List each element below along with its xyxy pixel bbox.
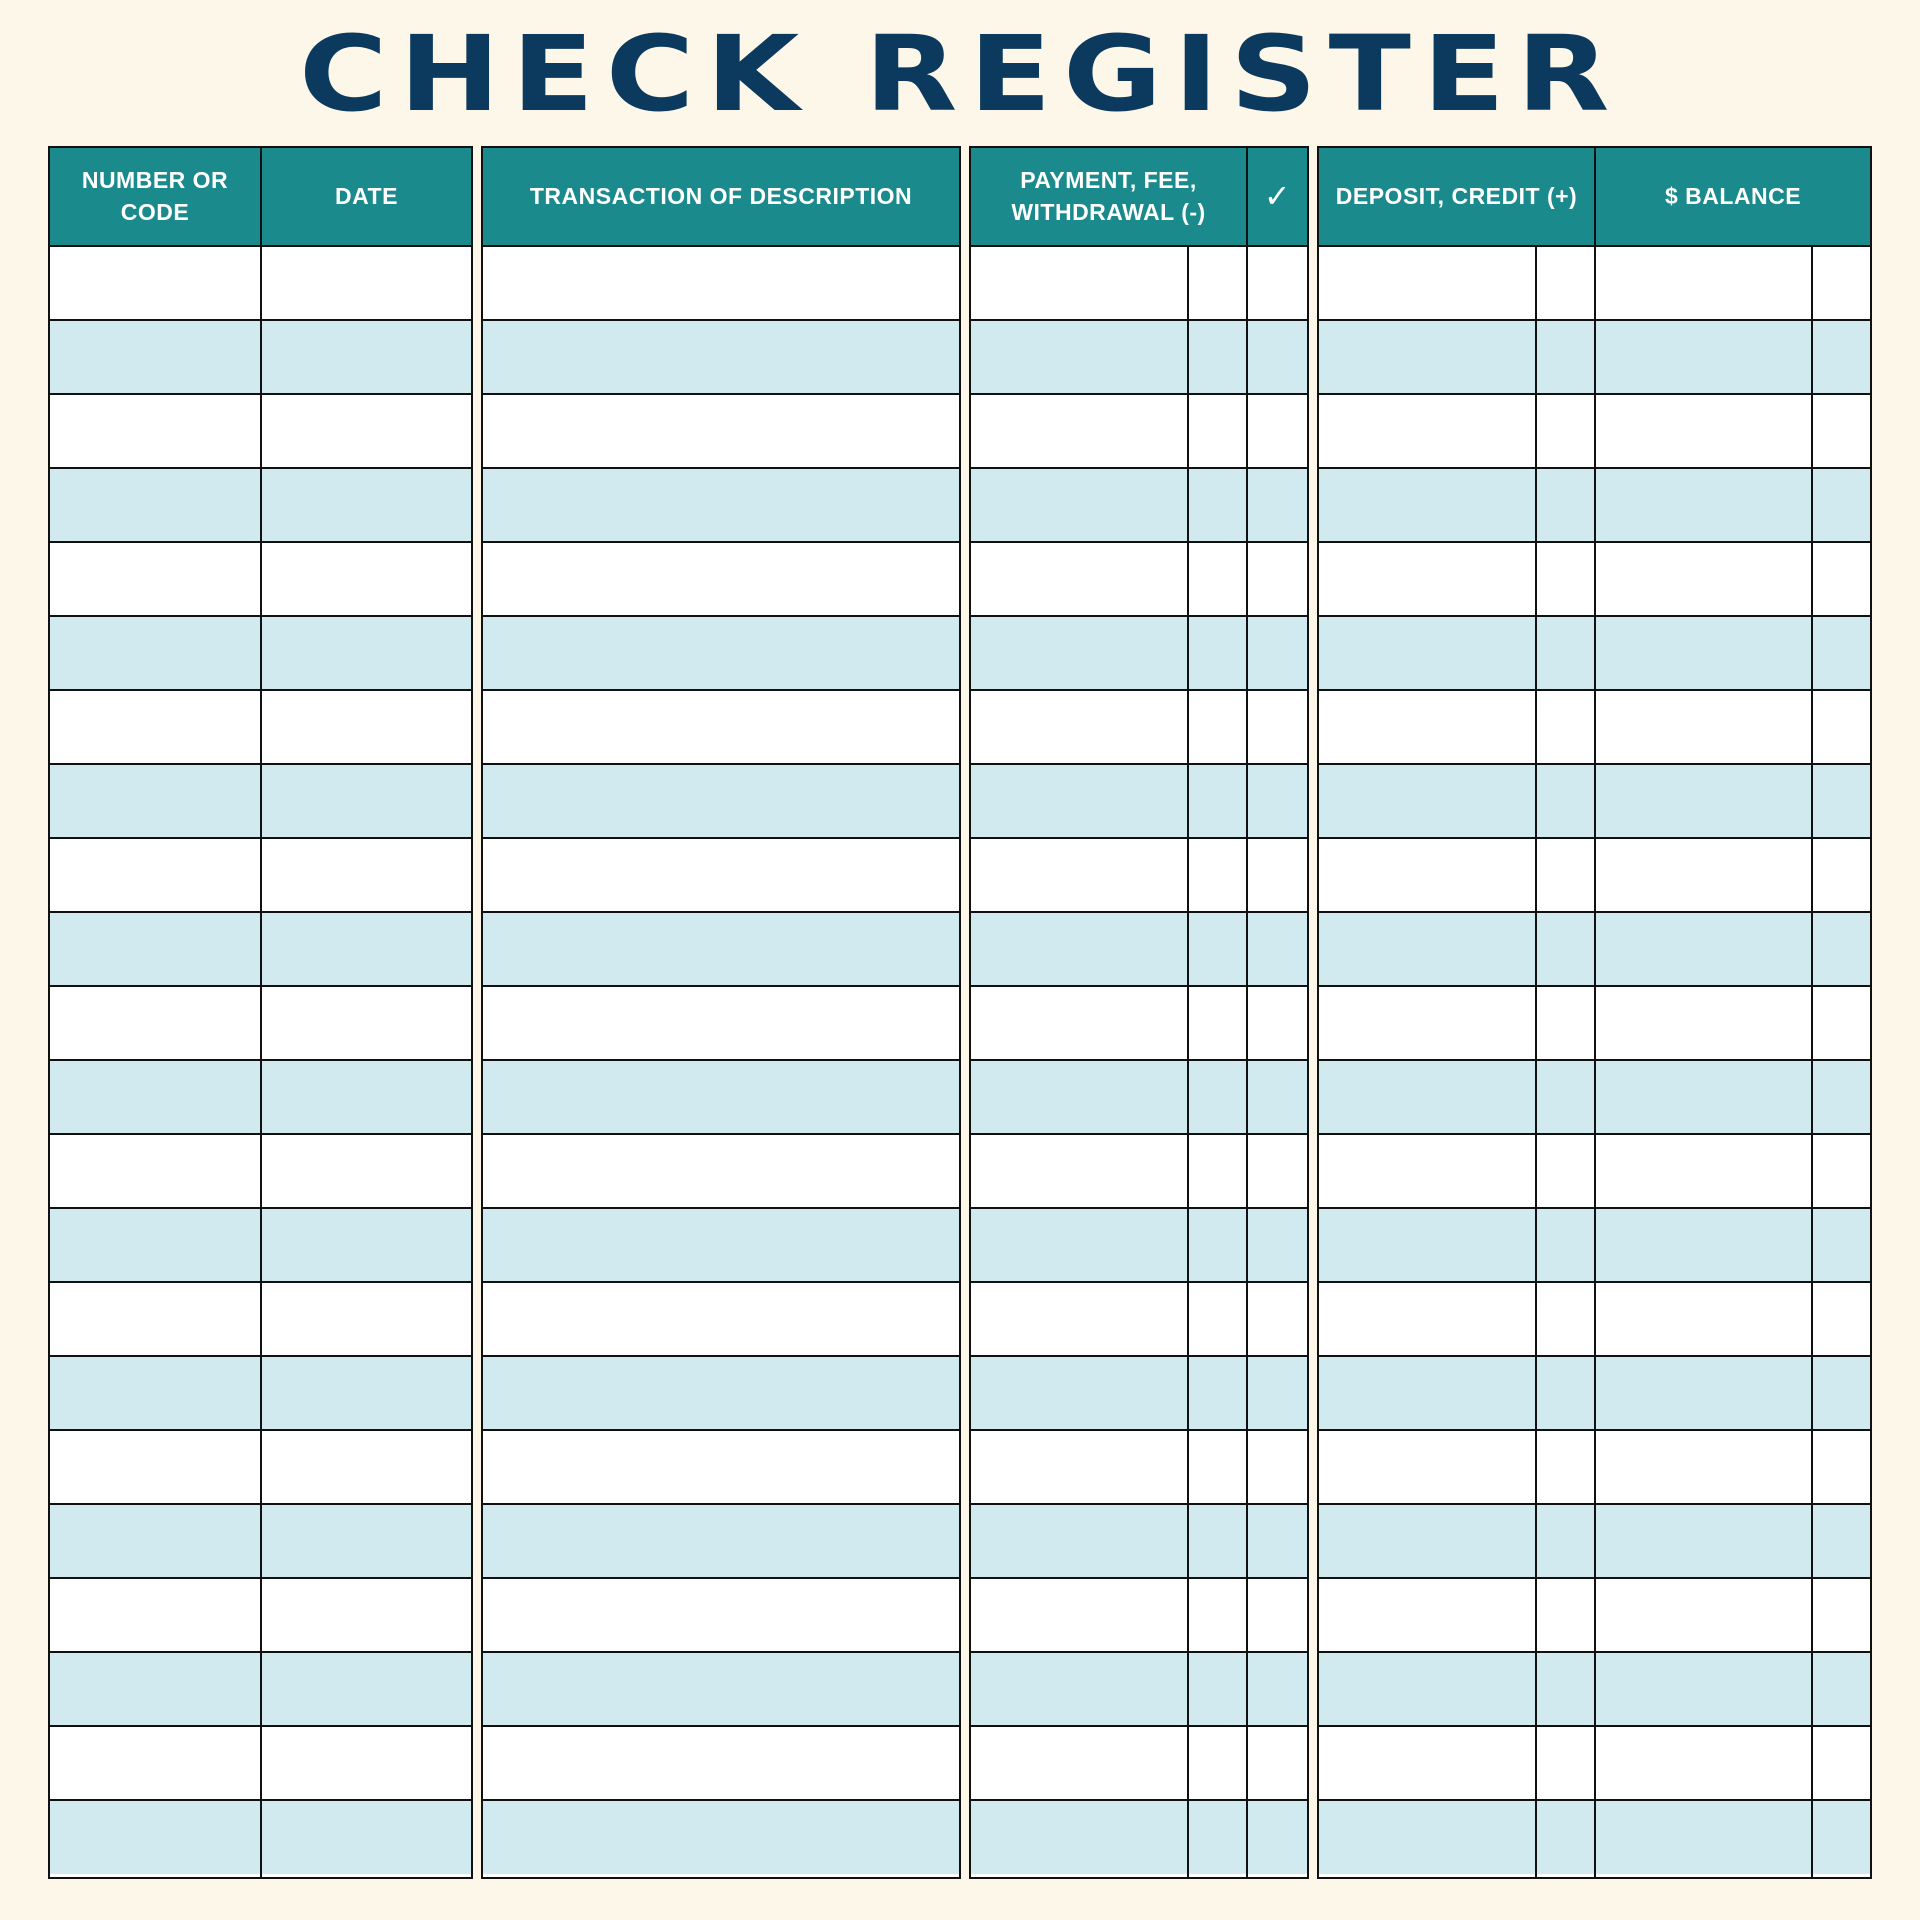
table-row[interactable] [971, 469, 1307, 543]
table-row[interactable] [483, 839, 959, 913]
header-number-or-code: NUMBER OR CODE [50, 148, 262, 247]
check-divider [1246, 247, 1248, 1877]
table-row[interactable] [483, 1209, 959, 1283]
header-payment: PAYMENT, FEE, WITHDRAWAL (-) [971, 148, 1248, 247]
table-row[interactable] [483, 1135, 959, 1209]
table-row[interactable] [483, 913, 959, 987]
table-row[interactable] [971, 691, 1307, 765]
table-row[interactable] [971, 1579, 1307, 1653]
table-row[interactable] [483, 1357, 959, 1431]
table-row[interactable] [483, 1431, 959, 1505]
table-row[interactable] [483, 1727, 959, 1801]
table-row[interactable] [971, 765, 1307, 839]
payment-panel [969, 146, 1309, 1879]
table-row[interactable] [483, 1801, 959, 1874]
table-row[interactable] [971, 1135, 1307, 1209]
description-panel [481, 146, 961, 1879]
table-row[interactable] [971, 1283, 1307, 1357]
header-deposit: DEPOSIT, CREDIT (+) [1319, 148, 1596, 247]
table-row[interactable] [971, 321, 1307, 395]
number-date-panel [48, 146, 473, 1879]
balance-cents-divider [1811, 247, 1813, 1877]
table-row[interactable] [971, 1801, 1307, 1874]
table-row[interactable] [971, 1357, 1307, 1431]
header-check [1248, 148, 1307, 247]
table-row[interactable] [971, 1727, 1307, 1801]
table-row[interactable] [971, 1061, 1307, 1135]
table-row[interactable] [483, 1283, 959, 1357]
table-row[interactable] [483, 765, 959, 839]
table-row[interactable] [971, 1653, 1307, 1727]
deposit-balance-panel [1317, 146, 1872, 1879]
deposit-cents-divider [1535, 247, 1537, 1877]
table-row[interactable] [483, 1061, 959, 1135]
table-row[interactable] [483, 1505, 959, 1579]
table-row[interactable] [971, 913, 1307, 987]
column-divider [260, 247, 262, 1877]
table-row[interactable] [483, 1653, 959, 1727]
table-row[interactable] [971, 839, 1307, 913]
table-row[interactable] [971, 395, 1307, 469]
table-row[interactable] [971, 1209, 1307, 1283]
table-row[interactable] [971, 1505, 1307, 1579]
deposit-balance-divider [1594, 247, 1596, 1877]
table-row[interactable] [483, 321, 959, 395]
cents-divider [1187, 247, 1189, 1877]
header-balance: $ BALANCE [1596, 148, 1870, 247]
header-date: DATE [262, 148, 471, 247]
checkmark-icon: ✓ [1263, 177, 1292, 214]
table-row[interactable] [483, 691, 959, 765]
table-row[interactable] [971, 543, 1307, 617]
table-row[interactable] [971, 617, 1307, 691]
table-row[interactable] [971, 1431, 1307, 1505]
table-row[interactable] [483, 617, 959, 691]
table-row[interactable] [971, 247, 1307, 321]
table-row[interactable] [483, 247, 959, 321]
table-row[interactable] [971, 987, 1307, 1061]
table-row[interactable] [483, 469, 959, 543]
table-row[interactable] [483, 1579, 959, 1653]
table-row[interactable] [483, 987, 959, 1061]
table-row[interactable] [483, 543, 959, 617]
header-description: TRANSACTION OF DESCRIPTION [483, 148, 959, 247]
table-row[interactable] [483, 395, 959, 469]
page-title: CHECK REGISTER [298, 13, 1622, 135]
